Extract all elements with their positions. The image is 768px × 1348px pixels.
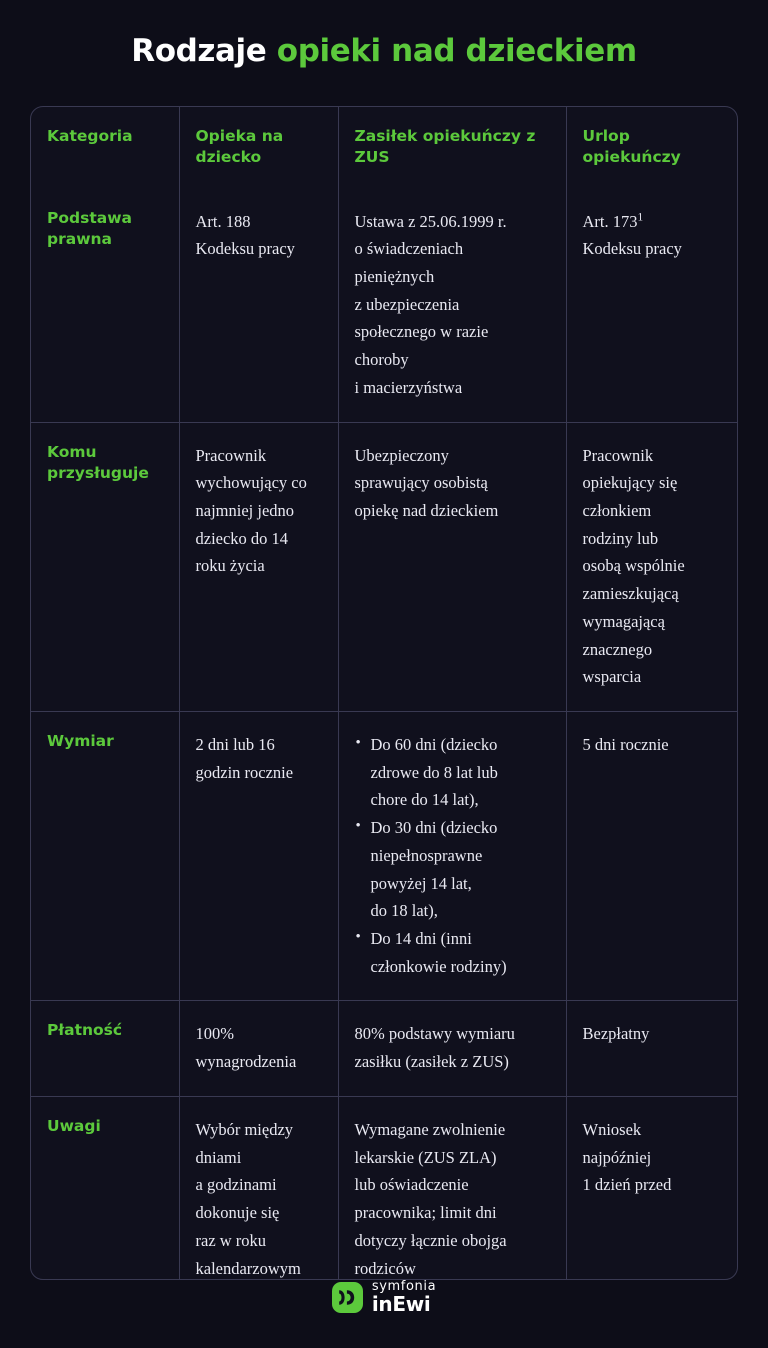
- cell-line: rodziny lub: [582, 528, 659, 548]
- cell-line: wsparcia: [582, 667, 642, 687]
- bullet-item: [355, 814, 550, 925]
- bullet-item: [355, 925, 550, 980]
- cell-line: osobą wspólnie: [582, 556, 685, 576]
- cell-line: zdrowe do 8 lat lub: [370, 762, 498, 782]
- row-label: Komu przysługuje: [31, 422, 179, 711]
- cell-line: roku życia: [195, 556, 265, 576]
- row-label: Uwagi: [31, 1096, 179, 1280]
- cell-line: choroby: [354, 350, 409, 370]
- cell-line: Pracownik: [582, 445, 654, 465]
- cell-line: społecznego w razie: [354, 322, 489, 342]
- cell-line: rodziców: [354, 1258, 416, 1278]
- superscript: 1: [637, 211, 644, 223]
- row-label: Podstawa prawna: [31, 189, 179, 423]
- table-row: [31, 1096, 737, 1280]
- cell-line: chore do 14 lat),: [370, 790, 479, 810]
- cell-line: raz w roku: [195, 1230, 267, 1250]
- cell-line: wynagrodzenia: [195, 1052, 297, 1072]
- cell-line: najmniej jedno: [195, 500, 295, 520]
- cell-urlop-opiekunczy: [566, 189, 737, 423]
- cell-line: do 18 lat),: [370, 901, 438, 921]
- cell-zasilek-opiekunczy-zus: [338, 712, 566, 1001]
- brand-name-symfonia: symfonia: [371, 1279, 437, 1294]
- row-label: Wymiar: [31, 712, 179, 1001]
- cell-line: dziecko do 14: [195, 528, 289, 548]
- cell-line: 1 dzień przed: [582, 1175, 672, 1195]
- cell-line: pieniężnych: [354, 266, 435, 286]
- cell-opieka-na-dziecko: [179, 1001, 338, 1096]
- table-row: [31, 189, 737, 423]
- cell-line: członkiem: [582, 500, 652, 520]
- table-body: [31, 189, 737, 1281]
- cell-line: z ubezpieczenia: [354, 294, 460, 314]
- cell-line: dokonuje się: [195, 1203, 280, 1223]
- cell-line: • Do 14 dni (inni: [370, 929, 472, 949]
- column-header-kategoria: Kategoria: [31, 107, 179, 189]
- cell-line: dniami: [195, 1147, 242, 1167]
- table-row: [31, 422, 737, 711]
- cell-line: i macierzyństwa: [354, 377, 463, 397]
- cell-line: lub oświadczenie: [354, 1175, 469, 1195]
- cell-line: • Do 30 dni (dziecko: [370, 818, 498, 838]
- cell-line: godzin rocznie: [195, 762, 294, 782]
- page-title-part-green: opieki nad dzieckiem: [276, 33, 637, 69]
- cell-line: Wniosek: [582, 1119, 642, 1139]
- table-header: [31, 107, 737, 189]
- cell-line: a godzinami: [195, 1175, 277, 1195]
- page-title-part-white: Rodzaje: [131, 33, 267, 69]
- page-title: [131, 32, 637, 71]
- cell-line: Ubezpieczony: [354, 445, 449, 465]
- cell-zasilek-opiekunczy-zus: [338, 422, 566, 711]
- cell-line: członkowie rodziny): [370, 956, 507, 976]
- cell-line: lekarskie (ZUS ZLA): [354, 1147, 497, 1167]
- cell-line: Kodeksu pracy: [582, 239, 682, 259]
- cell-line: o świadczeniach: [354, 239, 464, 259]
- brand-wordmark: [372, 1280, 436, 1314]
- cell-line: 100%: [195, 1024, 234, 1044]
- cell-zasilek-opiekunczy-zus: [338, 1096, 566, 1280]
- cell-line: kalendarzowym: [195, 1258, 301, 1278]
- cell-line: Art. 188: [195, 211, 251, 231]
- brand-footer: [332, 1280, 436, 1314]
- bullet-list: [355, 731, 550, 980]
- cell-urlop-opiekunczy: [566, 1001, 737, 1096]
- comparison-table-container: [30, 106, 738, 1280]
- cell-line: Kodeksu pracy: [195, 239, 295, 259]
- cell-line: wymagającą: [582, 611, 665, 631]
- cell-line: 5 dni rocznie: [582, 735, 669, 754]
- cell-line: Pracownik: [195, 445, 267, 465]
- cell-line: najpóźniej: [582, 1147, 652, 1167]
- cell-line: powyżej 14 lat,: [370, 873, 472, 893]
- cell-line: Art. $173^1$: [582, 211, 644, 231]
- cell-line: pracownika; limit dni: [354, 1203, 497, 1223]
- cell-line: Ustawa z 25.06.1999 r.: [354, 211, 507, 231]
- table-row: [31, 712, 737, 1001]
- cell-line: Wybór między: [195, 1119, 294, 1139]
- brand-name-inewi: inEwi: [371, 1292, 431, 1316]
- cell-opieka-na-dziecko: [179, 1096, 338, 1280]
- cell-line: znacznego: [582, 639, 653, 659]
- cell-urlop-opiekunczy: [566, 712, 737, 1001]
- cell-line: zamieszkującą: [582, 584, 679, 604]
- column-header-zasilek-opiekunczy-zus: Zasiłek opiekuńczy z ZUS: [338, 107, 566, 189]
- cell-line: niepełnosprawne: [370, 845, 483, 865]
- cell-line: opiekujący się: [582, 473, 678, 493]
- cell-zasilek-opiekunczy-zus: [338, 1001, 566, 1096]
- cell-line: 2 dni lub 16: [195, 735, 275, 754]
- column-header-urlop-opiekunczy: Urlop opiekuńczy: [582, 126, 681, 167]
- cell-line: zasiłku (zasiłek z ZUS): [354, 1052, 509, 1072]
- cell-line: dotyczy łącznie obojga: [354, 1230, 507, 1250]
- cell-zasilek-opiekunczy-zus: [338, 189, 566, 423]
- table-row: [31, 1001, 737, 1096]
- cell-opieka-na-dziecko: [179, 712, 338, 1001]
- cell-line: opiekę nad dzieckiem: [354, 500, 499, 520]
- table-header-row: [31, 107, 737, 189]
- cell-line: • Do 60 dni (dziecko: [370, 735, 498, 754]
- cell-urlop-opiekunczy: [566, 422, 737, 711]
- cell-line: Wymagane zwolnienie: [354, 1119, 506, 1139]
- cell-line: sprawujący osobistą: [354, 473, 488, 493]
- cell-line: Bezpłatny: [582, 1024, 650, 1044]
- column-header-opieka-na-dziecko: Opieka na dziecko: [179, 107, 338, 189]
- cell-line: wychowujący co: [195, 473, 307, 493]
- symfonia-logo-icon: [332, 1282, 363, 1313]
- comparison-table: [31, 107, 737, 1280]
- row-label: Płatność: [31, 1001, 179, 1096]
- cell-opieka-na-dziecko: [179, 189, 338, 423]
- cell-opieka-na-dziecko: [179, 422, 338, 711]
- cell-urlop-opiekunczy: [566, 1096, 737, 1280]
- cell-line: 80% podstawy wymiaru: [354, 1024, 515, 1044]
- bullet-item: [355, 731, 550, 814]
